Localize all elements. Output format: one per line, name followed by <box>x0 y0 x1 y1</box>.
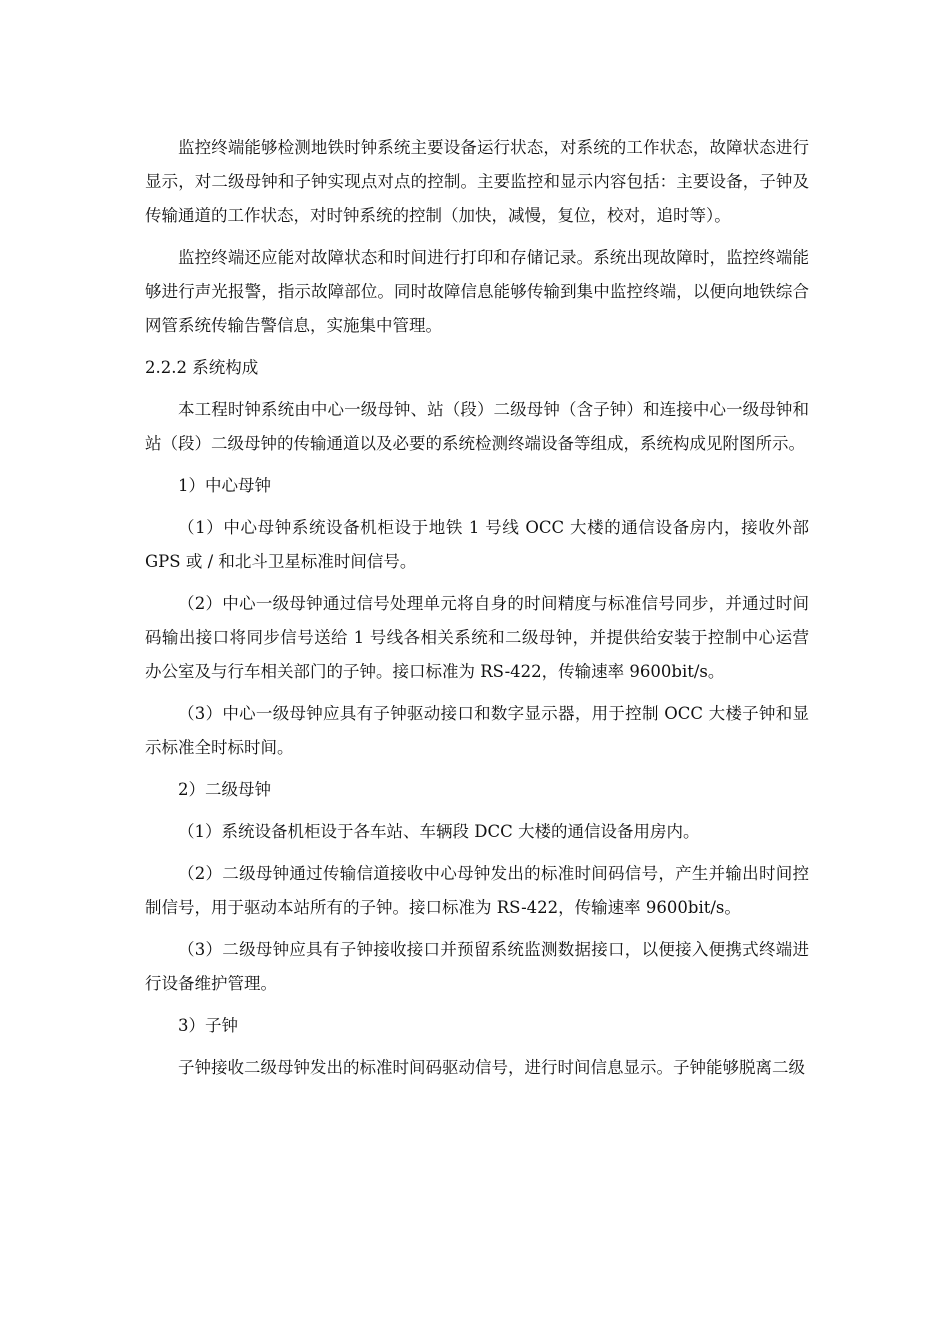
item-secondary-clock-2: （2）二级母钟通过传输信道接收中心母钟发出的标准时间码信号，产生并输出时间控制信号，用于驱动本站所有的子钟。接口标准为 RS-422，传输速率 9600bit/s。 <box>145 864 809 917</box>
item-center-clock-2: （2）中心一级母钟通过信号处理单元将自身的时间精度与标准信号同步，并通过时间码输出接口将同步信号送给 1 号线各相关系统和二级母钟，并提供给安装于控制中心运营办公室及与行车相关部门的子钟。接口标准为 RS-422，传输速率 9600bit/s。 <box>145 594 809 681</box>
subheading-slave-clock: 3）子钟 <box>178 1016 238 1035</box>
paragraph-monitoring-terminal: 监控终端能够检测地铁时钟系统主要设备运行状态，对系统的工作状态，故障状态进行显示，对二级母钟和子钟实现点对点的控制。主要监控和显示内容包括：主要设备，子钟及传输通道的工作状态，对时钟系统的控制（加快，减慢，复位，校对，追时等）。 <box>145 138 809 225</box>
item-secondary-clock-1: （1）系统设备机柜设于各车站、车辆段 DCC 大楼的通信设备用房内。 <box>178 822 700 841</box>
paragraph-monitoring-records: 监控终端还应能对故障状态和时间进行打印和存储记录。系统出现故障时，监控终端能够进行声光报警，指示故障部位。同时故障信息能够传输到集中监控终端，以便向地铁综合网管系统传输告警信息，实施集中管理。 <box>145 248 809 335</box>
item-center-clock-3: （3）中心一级母钟应具有子钟驱动接口和数字显示器，用于控制 OCC 大楼子钟和显示标准全时标时间。 <box>145 704 809 757</box>
document-body <box>145 131 809 1093</box>
subheading-center-master-clock: 1）中心母钟 <box>178 476 271 495</box>
paragraph-slave-clock: 子钟接收二级母钟发出的标准时间码驱动信号，进行时间信息显示。子钟能够脱离二级 <box>178 1058 805 1077</box>
paragraph-system-composition: 本工程时钟系统由中心一级母钟、站（段）二级母钟（含子钟）和连接中心一级母钟和站（段）二级母钟的传输通道以及必要的系统检测终端设备等组成，系统构成见附图所示。 <box>145 400 809 453</box>
item-secondary-clock-3: （3）二级母钟应具有子钟接收接口并预留系统监测数据接口，以便接入便携式终端进行设备维护管理。 <box>145 940 809 993</box>
subheading-secondary-master-clock: 2）二级母钟 <box>178 780 271 799</box>
section-heading: 2.2.2 系统构成 <box>145 358 259 377</box>
item-center-clock-1: （1）中心母钟系统设备机柜设于地铁 1 号线 OCC 大楼的通信设备房内，接收外部 GPS 或 / 和北斗卫星标准时间信号。 <box>145 518 809 571</box>
